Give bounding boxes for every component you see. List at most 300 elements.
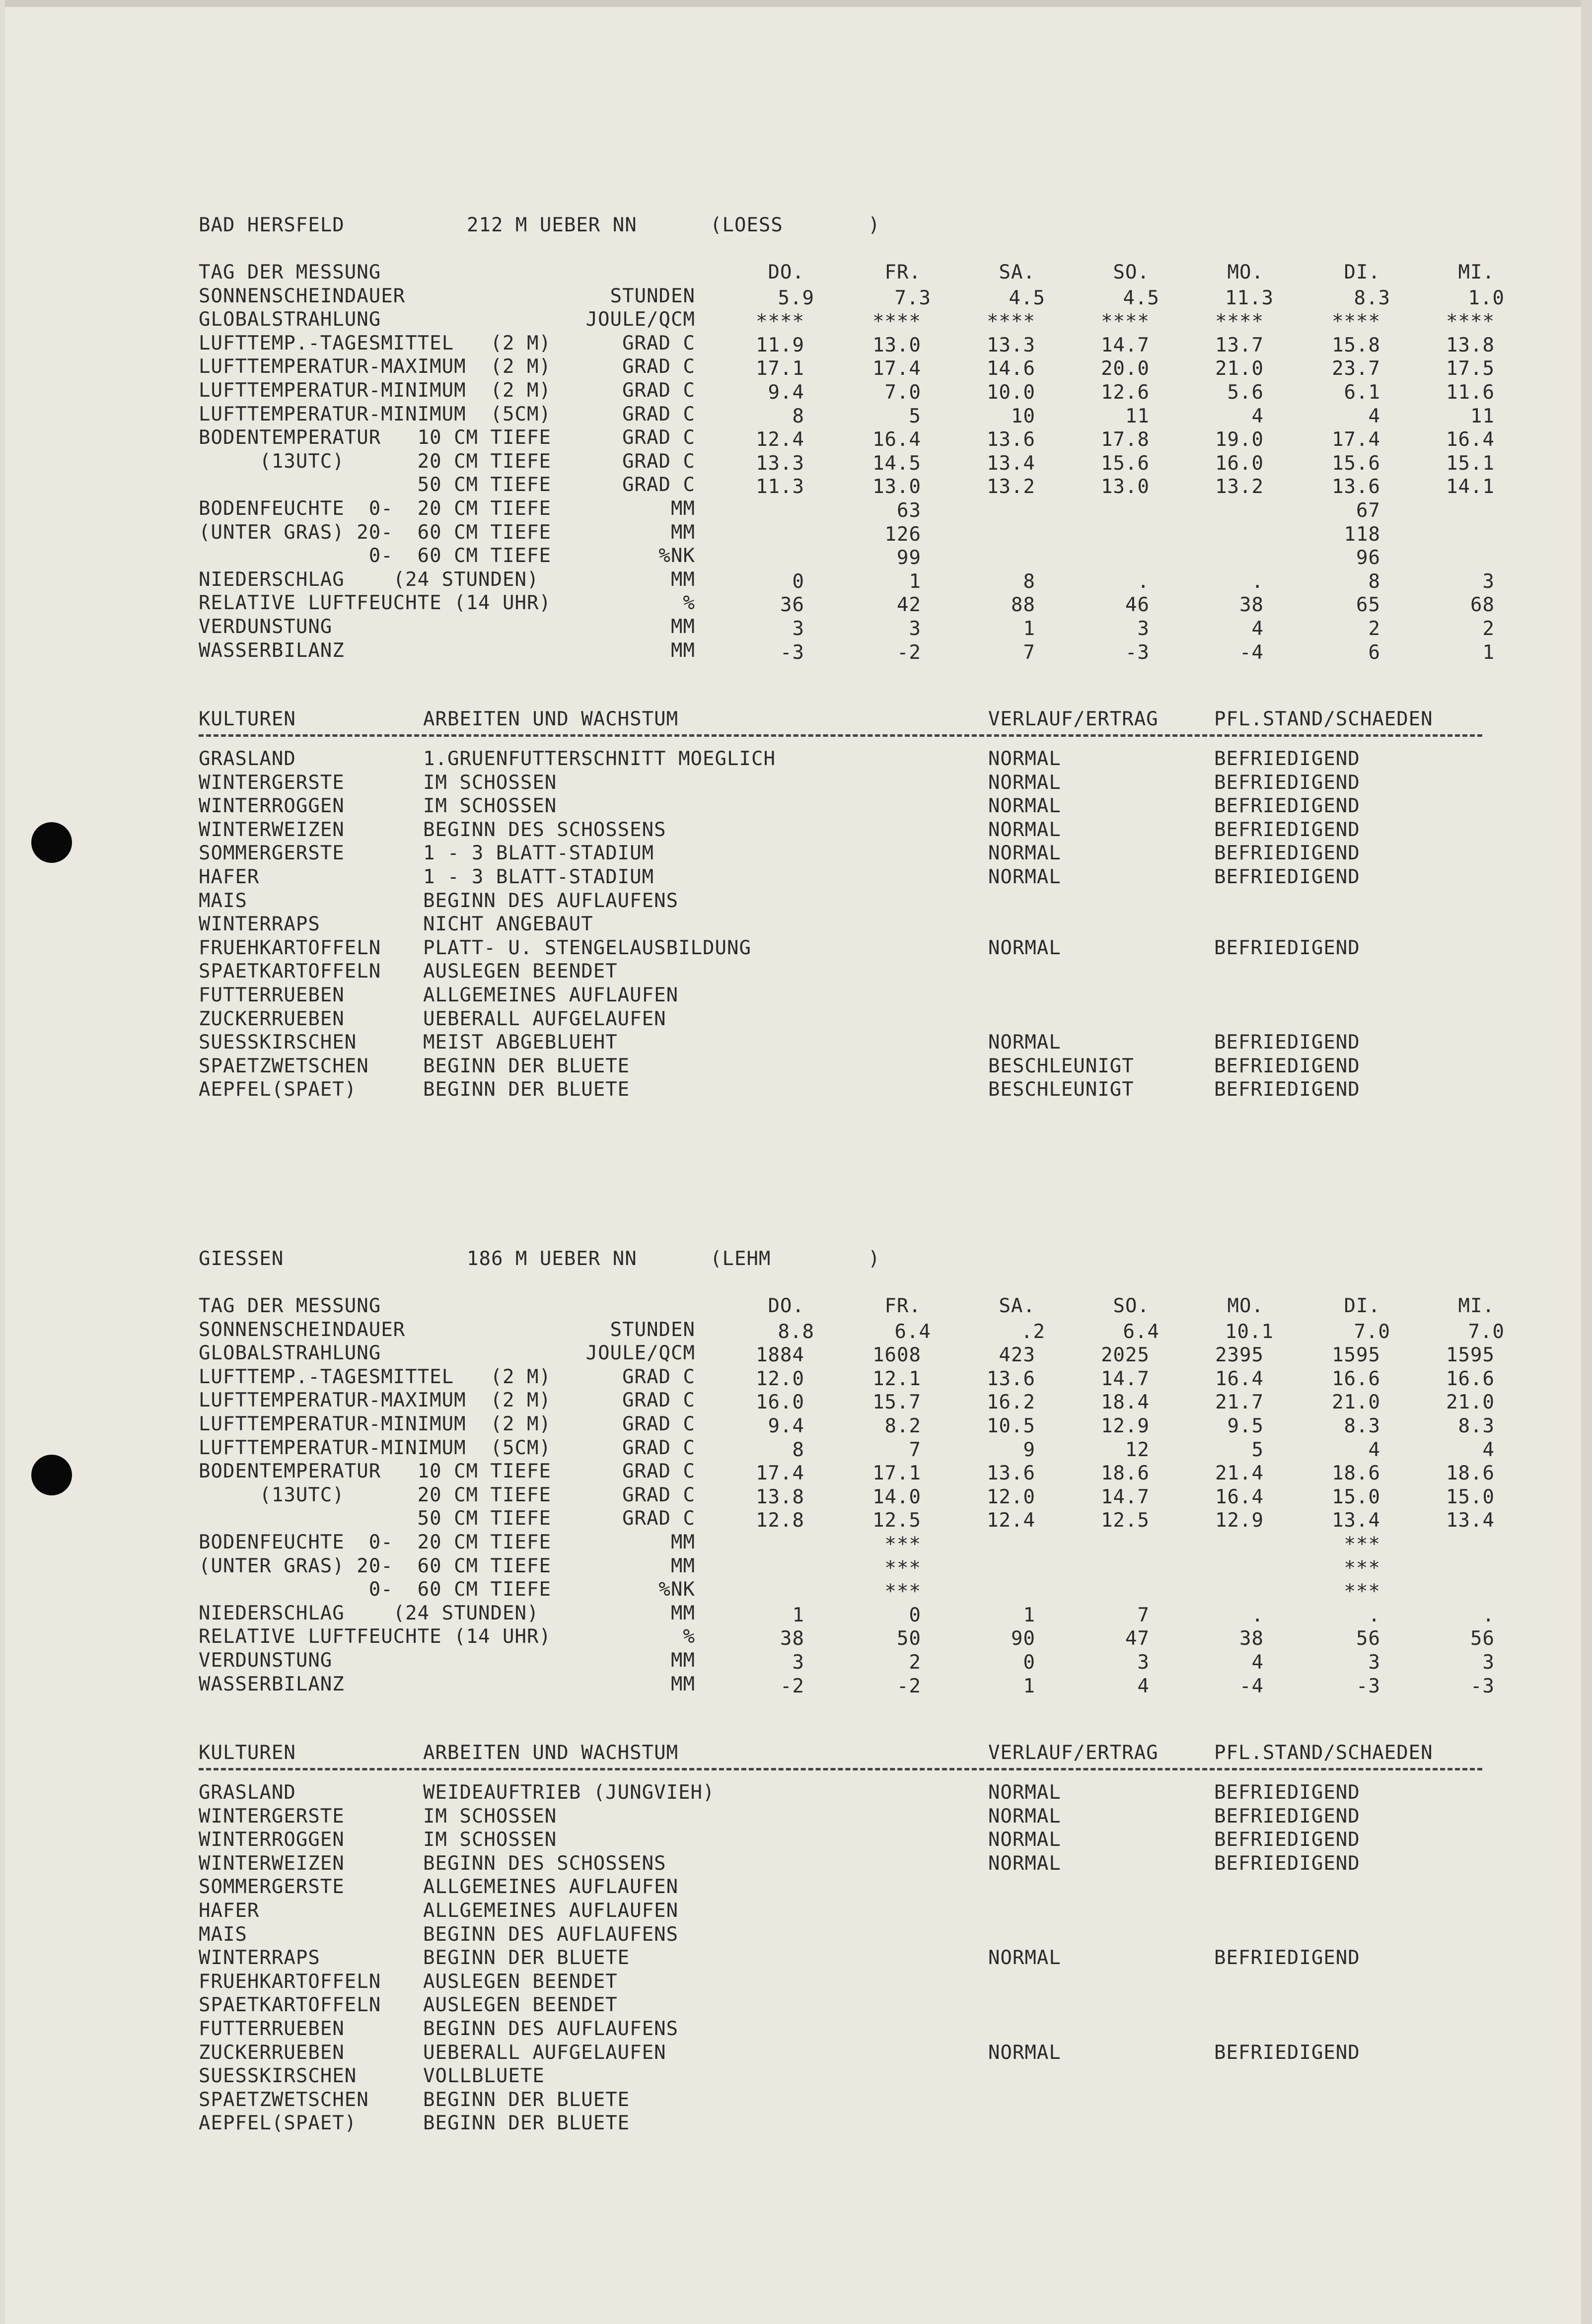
crop-state: BEFRIEDIGEND bbox=[1214, 1078, 1360, 1101]
crop-work: BEGINN DES SCHOSSENS bbox=[423, 1852, 666, 1875]
measurement-unit: GRAD C bbox=[622, 1436, 695, 1459]
measurement-value: 17.4 bbox=[1332, 428, 1380, 451]
measurement-value: 0 bbox=[1023, 1651, 1035, 1674]
crop-name: ZUCKERRUEBEN bbox=[199, 1007, 345, 1030]
crop-state: BEFRIEDIGEND bbox=[1214, 1947, 1360, 1970]
measurement-value: 9 bbox=[1023, 1438, 1035, 1461]
measurement-unit: MM bbox=[671, 1554, 695, 1577]
measurement-unit: GRAD C bbox=[622, 1483, 695, 1506]
measurement-value: 65 bbox=[1356, 594, 1380, 617]
measurement-value: 13.4 bbox=[987, 452, 1035, 475]
measurement-value: 15.8 bbox=[1332, 334, 1380, 356]
measurement-label: NIEDERSCHLAG (24 STUNDEN) bbox=[199, 1602, 539, 1624]
crop-course: NORMAL bbox=[988, 1805, 1061, 1828]
crop-name: SPAETKARTOFFELN bbox=[199, 1994, 381, 2017]
crop-course: BESCHLEUNIGT bbox=[988, 1078, 1134, 1101]
crop-name: SOMMERGERSTE bbox=[199, 1876, 345, 1899]
crop-course: NORMAL bbox=[988, 795, 1061, 818]
measurement-value: 12.0 bbox=[756, 1367, 804, 1390]
crop-name: SUESSKIRSCHEN bbox=[199, 2065, 357, 2088]
crop-work: ALLGEMEINES AUFLAUFEN bbox=[423, 984, 679, 1006]
crop-course: NORMAL bbox=[988, 818, 1061, 841]
crop-name: WINTERWEIZEN bbox=[199, 1852, 345, 1875]
measurement-value: 13.8 bbox=[756, 1485, 804, 1508]
measurement-value: 14.7 bbox=[1101, 1485, 1150, 1508]
measurement-label: NIEDERSCHLAG (24 STUNDEN) bbox=[199, 568, 539, 591]
measurement-value: 3 bbox=[909, 618, 921, 640]
measurement-label: VERDUNSTUNG bbox=[199, 1649, 333, 1672]
measurement-value: 13.4 bbox=[1446, 1509, 1495, 1532]
measurement-value: 38 bbox=[780, 1627, 804, 1650]
measurement-label: 50 CM TIEFE bbox=[199, 1507, 551, 1530]
day-header: DI. bbox=[1344, 1295, 1380, 1317]
measurement-unit: MM bbox=[671, 639, 695, 662]
measurement-value: 11 bbox=[1125, 405, 1150, 427]
crop-name: WINTERROGGEN bbox=[199, 1829, 345, 1851]
measurement-value: 13.3 bbox=[756, 452, 804, 475]
crop-name: MAIS bbox=[199, 889, 247, 912]
measurement-value: 1 bbox=[1482, 641, 1495, 664]
measurement-value: 38 bbox=[1239, 594, 1264, 617]
crop-work: BEGINN DES AUFLAUFENS bbox=[423, 1923, 679, 1946]
measurement-value: 1 bbox=[1023, 618, 1035, 640]
measurement-value: -3 bbox=[780, 641, 804, 664]
measurement-value: 5 bbox=[1251, 1438, 1264, 1461]
measurement-value: 14.6 bbox=[987, 357, 1035, 380]
measurement-value: 13.6 bbox=[987, 1367, 1035, 1390]
crop-work: BEGINN DES SCHOSSENS bbox=[423, 818, 666, 841]
measurement-value: 16.2 bbox=[987, 1391, 1035, 1414]
measurement-value: 88 bbox=[1011, 594, 1035, 617]
crop-name: ZUCKERRUEBEN bbox=[199, 2041, 345, 2064]
crop-name: HAFER bbox=[199, 1900, 260, 1922]
measurement-value: **** bbox=[987, 310, 1035, 333]
crop-work: VOLLBLUETE bbox=[423, 2065, 545, 2088]
measurement-value: 96 bbox=[1356, 547, 1380, 569]
measurement-unit: MM bbox=[671, 1649, 695, 1672]
measurement-value: 2395 bbox=[1215, 1344, 1264, 1367]
measurement-value: 5.6 bbox=[1227, 381, 1264, 404]
measurement-value: 12.5 bbox=[1101, 1509, 1150, 1532]
crop-name: WINTERWEIZEN bbox=[199, 818, 345, 841]
measurement-value: . bbox=[1137, 570, 1150, 593]
measurement-value: 7 bbox=[1023, 641, 1035, 664]
measurement-value: 16.0 bbox=[756, 1391, 804, 1414]
measurement-value: 15.0 bbox=[1332, 1485, 1380, 1508]
crop-course: NORMAL bbox=[988, 842, 1061, 865]
measurement-value: 2025 bbox=[1101, 1344, 1150, 1367]
measurement-value: -4 bbox=[1239, 1675, 1264, 1697]
measurement-value: 38 bbox=[1239, 1627, 1264, 1650]
measurement-unit: JOULE/QCM bbox=[585, 1342, 695, 1365]
measurement-label: (UNTER GRAS) 20- 60 CM TIEFE bbox=[199, 1554, 551, 1577]
measurement-unit: MM bbox=[671, 568, 695, 591]
day-header: DO. bbox=[768, 261, 804, 283]
measurement-value: 8.3 bbox=[1344, 1415, 1380, 1437]
measurement-value: 16.6 bbox=[1446, 1367, 1495, 1390]
measurement-value: 4.5 bbox=[1009, 286, 1045, 309]
measurement-value: 1.0 bbox=[1468, 286, 1505, 309]
day-header: SO. bbox=[1113, 1295, 1150, 1317]
crop-work: ALLGEMEINES AUFLAUFEN bbox=[423, 1876, 679, 1899]
measurement-label: GLOBALSTRAHLUNG bbox=[199, 308, 381, 331]
measurement-value: 17.8 bbox=[1101, 428, 1150, 451]
page-right-edge bbox=[1581, 0, 1592, 2324]
measurement-value: 90 bbox=[1011, 1627, 1035, 1650]
crop-name: WINTERGERSTE bbox=[199, 771, 345, 794]
measurement-value: 14.7 bbox=[1101, 334, 1150, 356]
measurement-label: RELATIVE LUFTFEUCHTE (14 UHR) bbox=[199, 1625, 551, 1648]
measurement-value: 3 bbox=[1137, 618, 1150, 640]
measurement-value: 7.0 bbox=[884, 381, 921, 404]
measurement-unit: STUNDEN bbox=[610, 1318, 695, 1341]
measurement-value: 9.5 bbox=[1227, 1415, 1264, 1437]
crop-name: AEPFEL(SPAET) bbox=[199, 1078, 357, 1101]
measurement-value: 12.9 bbox=[1101, 1415, 1150, 1437]
measurement-value: **** bbox=[756, 310, 804, 333]
measurement-value: 3 bbox=[792, 618, 804, 640]
measurement-value: 7.0 bbox=[1468, 1320, 1505, 1343]
measurement-value: 11.9 bbox=[756, 334, 804, 356]
measurement-unit: %NK bbox=[658, 1578, 695, 1601]
crop-course: NORMAL bbox=[988, 1852, 1061, 1875]
measurement-value: 3 bbox=[792, 1651, 804, 1674]
crop-name: GRASLAND bbox=[199, 1781, 296, 1804]
measurement-value: -3 bbox=[1125, 641, 1150, 664]
crop-name: HAFER bbox=[199, 866, 260, 888]
measurement-value: 7.0 bbox=[1354, 1320, 1390, 1343]
measurement-value: 68 bbox=[1470, 594, 1495, 617]
measurement-value: 63 bbox=[897, 499, 921, 522]
crop-work: BEGINN DES AUFLAUFENS bbox=[423, 2018, 679, 2040]
measurement-value: 4.5 bbox=[1123, 286, 1159, 309]
crop-work: BEGINN DER BLUETE bbox=[423, 2088, 630, 2111]
measurement-value: 16.4 bbox=[1215, 1367, 1264, 1390]
measurement-value: 99 bbox=[897, 547, 921, 569]
measurement-value: **** bbox=[1101, 310, 1150, 333]
measurement-label: TAG DER MESSUNG bbox=[199, 261, 381, 283]
measurement-value: 10.1 bbox=[1225, 1320, 1274, 1343]
crop-state: BEFRIEDIGEND bbox=[1214, 1781, 1360, 1804]
measurement-value: 12 bbox=[1125, 1438, 1150, 1461]
measurement-value: 12.8 bbox=[756, 1509, 804, 1532]
measurement-value: 8.3 bbox=[1458, 1415, 1495, 1437]
crop-course: NORMAL bbox=[988, 2041, 1061, 2064]
day-header: SA. bbox=[999, 1295, 1035, 1317]
measurement-value: 3 bbox=[1482, 570, 1495, 593]
measurement-value: 15.6 bbox=[1101, 452, 1150, 475]
measurement-label: RELATIVE LUFTFEUCHTE (14 UHR) bbox=[199, 592, 551, 615]
measurement-unit: GRAD C bbox=[622, 332, 695, 354]
measurement-value: 36 bbox=[780, 594, 804, 617]
measurement-value: 50 bbox=[897, 1627, 921, 1650]
measurement-value: 2 bbox=[1482, 618, 1495, 640]
measurement-label: BODENFEUCHTE 0- 20 CM TIEFE bbox=[199, 497, 551, 520]
station-elevation: 186 M UEBER NN bbox=[467, 1248, 637, 1270]
day-header: FR. bbox=[884, 261, 921, 283]
measurement-unit: GRAD C bbox=[622, 379, 695, 402]
crop-work: AUSLEGEN BEENDET bbox=[423, 960, 618, 983]
measurement-unit: % bbox=[683, 592, 695, 615]
crop-course: NORMAL bbox=[988, 748, 1061, 770]
measurement-value: 18.6 bbox=[1332, 1462, 1380, 1485]
measurement-value: 67 bbox=[1356, 499, 1380, 522]
measurement-label: 50 CM TIEFE bbox=[199, 474, 551, 496]
measurement-value: -2 bbox=[897, 1675, 921, 1697]
measurement-unit: % bbox=[683, 1625, 695, 1648]
crop-work: 1 - 3 BLATT-STADIUM bbox=[423, 842, 654, 865]
measurement-unit: GRAD C bbox=[622, 355, 695, 378]
measurement-label: LUFTTEMPERATUR-MAXIMUM (2 M) bbox=[199, 1389, 551, 1412]
measurement-unit: STUNDEN bbox=[610, 284, 695, 307]
measurement-value: 14.5 bbox=[872, 452, 921, 475]
crop-name: SOMMERGERSTE bbox=[199, 842, 345, 865]
measurement-label: (UNTER GRAS) 20- 60 CM TIEFE bbox=[199, 521, 551, 544]
measurement-value: 12.4 bbox=[987, 1509, 1035, 1532]
measurement-value: 12.5 bbox=[872, 1509, 921, 1532]
crop-name: FUTTERRUEBEN bbox=[199, 2018, 345, 2040]
measurement-label: SONNENSCHEINDAUER bbox=[199, 284, 406, 307]
station-soil-type: (LOESS ) bbox=[710, 214, 880, 236]
measurement-value: 1608 bbox=[872, 1344, 921, 1367]
crop-name: SPAETZWETSCHEN bbox=[199, 2088, 369, 2111]
measurement-unit: GRAD C bbox=[622, 474, 695, 496]
measurement-value: 14.0 bbox=[872, 1485, 921, 1508]
measurement-value: 17.4 bbox=[756, 1462, 804, 1485]
crop-work: BEGINN DER BLUETE bbox=[423, 1947, 630, 1970]
punch-hole-lower bbox=[31, 1455, 72, 1495]
measurement-value: . bbox=[1368, 1604, 1380, 1626]
measurement-value: 2 bbox=[909, 1651, 921, 1674]
measurement-value: 56 bbox=[1356, 1627, 1380, 1650]
measurement-value: 15.1 bbox=[1446, 452, 1495, 475]
measurement-value: 16.4 bbox=[1215, 1485, 1264, 1508]
measurement-value: 4 bbox=[1368, 1438, 1380, 1461]
measurement-value: 13.0 bbox=[872, 334, 921, 356]
measurement-value: 47 bbox=[1125, 1627, 1150, 1650]
measurement-value: 1884 bbox=[756, 1344, 804, 1367]
day-header: SA. bbox=[999, 261, 1035, 283]
crops-divider bbox=[199, 734, 1482, 737]
measurement-value: 5 bbox=[909, 405, 921, 427]
crop-work: NICHT ANGEBAUT bbox=[423, 913, 593, 936]
crops-header-pflstand: PFL.STAND/SCHAEDEN bbox=[1214, 1742, 1433, 1764]
crop-work: IM SCHOSSEN bbox=[423, 1805, 557, 1828]
day-header: SO. bbox=[1113, 261, 1150, 283]
crop-name: FRUEHKARTOFFELN bbox=[199, 936, 381, 959]
crop-state: BEFRIEDIGEND bbox=[1214, 771, 1360, 794]
crop-work: BEGINN DER BLUETE bbox=[423, 2112, 630, 2135]
crop-name: FRUEHKARTOFFELN bbox=[199, 1970, 381, 1993]
measurement-value: . bbox=[1251, 570, 1264, 593]
measurement-value: 16.0 bbox=[1215, 452, 1264, 475]
crops-header-arbeiten: ARBEITEN UND WACHSTUM bbox=[423, 708, 679, 730]
measurement-value: 7.3 bbox=[894, 286, 931, 309]
measurement-value: 18.6 bbox=[1446, 1462, 1495, 1485]
measurement-label: LUFTTEMP.-TAGESMITTEL (2 M) bbox=[199, 332, 551, 354]
measurement-value: .2 bbox=[1021, 1320, 1045, 1343]
crop-course: NORMAL bbox=[988, 936, 1061, 959]
page-top-edge bbox=[0, 0, 1592, 7]
crop-state: BEFRIEDIGEND bbox=[1214, 1031, 1360, 1054]
crop-name: SPAETZWETSCHEN bbox=[199, 1055, 369, 1077]
crop-work: BEGINN DER BLUETE bbox=[423, 1055, 630, 1077]
measurement-value: 13.0 bbox=[872, 476, 921, 498]
crop-work: 1 - 3 BLATT-STADIUM bbox=[423, 866, 654, 888]
crop-work: 1.GRUENFUTTERSCHNITT MOEGLICH bbox=[423, 748, 776, 770]
crop-work: BEGINN DES AUFLAUFENS bbox=[423, 889, 679, 912]
crop-work: UEBERALL AUFGELAUFEN bbox=[423, 2041, 666, 2064]
measurement-value: 8 bbox=[1368, 570, 1380, 593]
station-elevation: 212 M UEBER NN bbox=[467, 214, 637, 236]
measurement-unit: MM bbox=[671, 497, 695, 520]
crop-work: IM SCHOSSEN bbox=[423, 1829, 557, 1851]
measurement-value: 1 bbox=[792, 1604, 804, 1626]
measurement-value: 9.4 bbox=[768, 1415, 804, 1437]
crop-state: BEFRIEDIGEND bbox=[1214, 1805, 1360, 1828]
measurement-value: 0 bbox=[909, 1604, 921, 1626]
measurement-value: 423 bbox=[999, 1344, 1035, 1367]
measurement-value: 18.6 bbox=[1101, 1462, 1150, 1485]
measurement-unit: GRAD C bbox=[622, 1389, 695, 1412]
day-header: MI. bbox=[1458, 1295, 1495, 1317]
measurement-value: 42 bbox=[897, 594, 921, 617]
crop-state: BEFRIEDIGEND bbox=[1214, 748, 1360, 770]
crop-work: ALLGEMEINES AUFLAUFEN bbox=[423, 1900, 679, 1922]
measurement-label: BODENTEMPERATUR 10 CM TIEFE bbox=[199, 1460, 551, 1483]
crop-state: BEFRIEDIGEND bbox=[1214, 1852, 1360, 1875]
measurement-value: *** bbox=[884, 1533, 921, 1555]
crop-course: NORMAL bbox=[988, 866, 1061, 888]
measurement-unit: GRAD C bbox=[622, 1413, 695, 1435]
crop-work: UEBERALL AUFGELAUFEN bbox=[423, 1007, 666, 1030]
measurement-value: *** bbox=[1344, 1533, 1380, 1555]
measurement-value: 10.5 bbox=[987, 1415, 1035, 1437]
measurement-value: 4 bbox=[1251, 618, 1264, 640]
measurement-value: 46 bbox=[1125, 594, 1150, 617]
crops-header-pflstand: PFL.STAND/SCHAEDEN bbox=[1214, 708, 1433, 730]
measurement-value: *** bbox=[1344, 1556, 1380, 1579]
measurement-value: 8 bbox=[1023, 570, 1035, 593]
measurement-value: 21.0 bbox=[1215, 357, 1264, 380]
measurement-value: 11.3 bbox=[756, 476, 804, 498]
crop-name: MAIS bbox=[199, 1923, 247, 1946]
measurement-label: BODENTEMPERATUR 10 CM TIEFE bbox=[199, 426, 551, 449]
crop-state: BEFRIEDIGEND bbox=[1214, 936, 1360, 959]
crop-course: NORMAL bbox=[988, 1031, 1061, 1054]
measurement-value: 17.1 bbox=[756, 357, 804, 380]
measurement-value: 6.4 bbox=[894, 1320, 931, 1343]
measurement-value: 13.8 bbox=[1446, 334, 1495, 356]
measurement-value: 3 bbox=[1137, 1651, 1150, 1674]
measurement-value: 8 bbox=[792, 1438, 804, 1461]
measurement-value: 3 bbox=[1482, 1651, 1495, 1674]
measurement-label: LUFTTEMPERATUR-MAXIMUM (2 M) bbox=[199, 355, 551, 378]
measurement-unit: GRAD C bbox=[622, 426, 695, 449]
measurement-value: 12.6 bbox=[1101, 381, 1150, 404]
measurement-value: *** bbox=[884, 1580, 921, 1603]
crop-work: PLATT- U. STENGELAUSBILDUNG bbox=[423, 936, 751, 959]
crop-course: NORMAL bbox=[988, 1781, 1061, 1804]
crop-course: BESCHLEUNIGT bbox=[988, 1055, 1134, 1077]
crop-work: MEIST ABGEBLUEHT bbox=[423, 1031, 618, 1054]
station-name: BAD HERSFELD bbox=[199, 214, 345, 236]
measurement-value: **** bbox=[1446, 310, 1495, 333]
measurement-value: 10.0 bbox=[987, 381, 1035, 404]
crop-work: WEIDEAUFTRIEB (JUNGVIEH) bbox=[423, 1781, 715, 1804]
measurement-value: 15.0 bbox=[1446, 1485, 1495, 1508]
measurement-value: 5.9 bbox=[778, 286, 814, 309]
measurement-unit: %NK bbox=[658, 545, 695, 567]
measurement-value: 21.0 bbox=[1332, 1391, 1380, 1414]
measurement-value: **** bbox=[872, 310, 921, 333]
measurement-value: 4 bbox=[1251, 405, 1264, 427]
crop-course: NORMAL bbox=[988, 771, 1061, 794]
measurement-unit: GRAD C bbox=[622, 1507, 695, 1530]
measurement-value: 7 bbox=[1137, 1604, 1150, 1626]
measurement-value: 4 bbox=[1482, 1438, 1495, 1461]
measurement-value: 17.1 bbox=[872, 1462, 921, 1485]
crops-header-kulturen: KULTUREN bbox=[199, 1742, 296, 1764]
measurement-value: 6 bbox=[1368, 641, 1380, 664]
measurement-value: 0 bbox=[792, 570, 804, 593]
measurement-value: 15.7 bbox=[872, 1391, 921, 1414]
crops-header-kulturen: KULTUREN bbox=[199, 708, 296, 730]
measurement-label: LUFTTEMP.-TAGESMITTEL (2 M) bbox=[199, 1365, 551, 1388]
measurement-unit: JOULE/QCM bbox=[585, 308, 695, 331]
measurement-value: 1 bbox=[1023, 1675, 1035, 1697]
measurement-value: 126 bbox=[884, 523, 921, 546]
measurement-value: 11.6 bbox=[1446, 381, 1495, 404]
crop-name: GRASLAND bbox=[199, 748, 296, 770]
crop-course: NORMAL bbox=[988, 1829, 1061, 1851]
crop-name: WINTERRAPS bbox=[199, 1947, 320, 1970]
measurement-value: 13.0 bbox=[1101, 476, 1150, 498]
station-soil-type: (LEHM ) bbox=[710, 1248, 880, 1270]
measurement-value: 17.5 bbox=[1446, 357, 1495, 380]
measurement-value: 1595 bbox=[1446, 1344, 1495, 1367]
crop-work: IM SCHOSSEN bbox=[423, 795, 557, 818]
measurement-value: -3 bbox=[1356, 1675, 1380, 1697]
measurement-value: -2 bbox=[780, 1675, 804, 1697]
measurement-value: **** bbox=[1332, 310, 1380, 333]
crop-work: IM SCHOSSEN bbox=[423, 771, 557, 794]
measurement-unit: GRAD C bbox=[622, 450, 695, 473]
measurement-value: -2 bbox=[897, 641, 921, 664]
measurement-value: 19.0 bbox=[1215, 428, 1264, 451]
crops-header-verlauf: VERLAUF/ERTRAG bbox=[988, 1742, 1158, 1764]
crop-state: BEFRIEDIGEND bbox=[1214, 842, 1360, 865]
measurement-label: GLOBALSTRAHLUNG bbox=[199, 1342, 381, 1365]
measurement-value: *** bbox=[1344, 1580, 1380, 1603]
measurement-value: **** bbox=[1215, 310, 1264, 333]
punch-hole-upper bbox=[31, 822, 72, 863]
measurement-label: (13UTC) 20 CM TIEFE bbox=[199, 450, 551, 473]
crop-name: FUTTERRUEBEN bbox=[199, 984, 345, 1006]
measurement-value: 12.9 bbox=[1215, 1509, 1264, 1532]
crop-name: SUESSKIRSCHEN bbox=[199, 1031, 357, 1054]
measurement-label: 0- 60 CM TIEFE bbox=[199, 1578, 551, 1601]
crop-work: AUSLEGEN BEENDET bbox=[423, 1994, 618, 2017]
measurement-label: LUFTTEMPERATUR-MINIMUM (2 M) bbox=[199, 379, 551, 402]
measurement-unit: MM bbox=[671, 616, 695, 638]
measurement-value: . bbox=[1482, 1604, 1495, 1626]
measurement-value: 1595 bbox=[1332, 1344, 1380, 1367]
measurement-value: 13.6 bbox=[1332, 476, 1380, 498]
measurement-value: 8.2 bbox=[884, 1415, 921, 1437]
measurement-value: 56 bbox=[1470, 1627, 1495, 1650]
crop-state: BEFRIEDIGEND bbox=[1214, 2041, 1360, 2064]
